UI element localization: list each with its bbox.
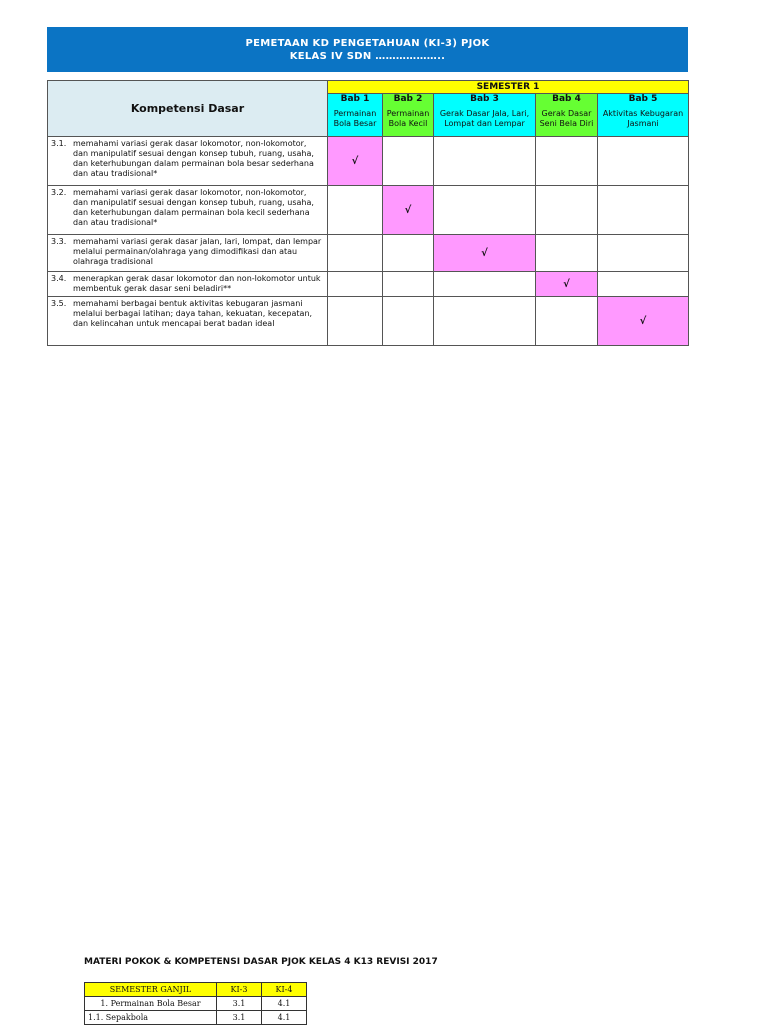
bab-header-2: Bab 2 Permainan Bola Kecil <box>383 94 434 137</box>
empty-cell <box>383 235 434 272</box>
empty-cell <box>536 137 598 186</box>
table-row <box>48 272 689 297</box>
materi-ki3: 3.1 <box>217 997 262 1011</box>
kd-text-cell: 3.4. menerapkan gerak dasar lokomotor dan non-lokomotor untuk membentuk gerak dasar seni beladiri** <box>48 272 328 297</box>
empty-cell <box>328 297 383 346</box>
empty-cell <box>536 235 598 272</box>
bab-header-5: Bab 5 Aktivitas Kebugaran Jasmani <box>598 94 689 137</box>
table-row <box>85 1011 307 1025</box>
kd-text-cell: 3.3. memahami variasi gerak dasar jalan, lari, lompat, dan lempar melalui permainan/olahraga yang dimodifikasi dan atau olahraga tradisional <box>48 235 328 272</box>
empty-cell <box>328 186 383 235</box>
title-line-1: PEMETAAN KD PENGETAHUAN (KI-3) PJOK <box>245 37 490 49</box>
kd-text-cell: 3.2. memahami variasi gerak dasar lokomotor, non-lokomotor, dan manipulatif sesuai dengan konsep tubuh, ruang, usaha, dan keterhubungan dalam permainan bola kecil sederhana dan atau tradisional* <box>48 186 328 235</box>
empty-cell <box>434 137 536 186</box>
materi-ki3: 3.1 <box>217 1011 262 1025</box>
table-row <box>85 997 307 1011</box>
empty-cell <box>383 297 434 346</box>
kd-mapping-table <box>47 80 689 346</box>
materi-section-title: MATERI POKOK & KOMPETENSI DASAR PJOK KELAS 4 K13 REVISI 2017 <box>84 957 438 967</box>
title-banner <box>47 27 688 72</box>
kd-text-cell: 3.1. memahami variasi gerak dasar lokomotor, non-lokomotor, dan manipulatif sesuai dengan konsep tubuh, ruang, usaha, dan keterhubungan dalam permainan bola besar sederhana dan atau tradisional* <box>48 137 328 186</box>
empty-cell <box>536 186 598 235</box>
empty-cell <box>434 297 536 346</box>
kd-column-header: Kompetensi Dasar <box>48 81 328 137</box>
empty-cell <box>598 186 689 235</box>
table-row <box>48 297 689 346</box>
empty-cell <box>328 235 383 272</box>
empty-cell <box>383 272 434 297</box>
table-row <box>48 137 689 186</box>
empty-cell <box>434 272 536 297</box>
materi-table <box>84 982 307 1025</box>
check-cell: √ <box>328 137 383 186</box>
empty-cell <box>598 137 689 186</box>
check-cell: √ <box>383 186 434 235</box>
materi-ki4: 4.1 <box>262 1011 307 1025</box>
empty-cell <box>434 186 536 235</box>
semester-header: SEMESTER 1 <box>328 81 689 94</box>
check-cell: √ <box>536 272 598 297</box>
bab-header-4: Bab 4 Gerak Dasar Seni Bela Diri <box>536 94 598 137</box>
bab-header-1: Bab 1 Permainan Bola Besar <box>328 94 383 137</box>
title-line-2: KELAS IV SDN ……………….. <box>289 50 446 62</box>
table-row <box>48 186 689 235</box>
check-cell: √ <box>434 235 536 272</box>
materi-header-semester: SEMESTER GANJIL <box>85 983 217 997</box>
materi-topic: 1.1. Sepakbola <box>85 1011 217 1025</box>
materi-header-ki4: KI-4 <box>262 983 307 997</box>
bab-header-3: Bab 3 Gerak Dasar Jala, Lari, Lompat dan Lempar <box>434 94 536 137</box>
materi-topic: 1. Permainan Bola Besar <box>85 997 217 1011</box>
empty-cell <box>598 272 689 297</box>
materi-header-row <box>85 983 307 997</box>
materi-header-ki3: KI-3 <box>217 983 262 997</box>
empty-cell <box>536 297 598 346</box>
empty-cell <box>328 272 383 297</box>
empty-cell <box>598 235 689 272</box>
check-cell: √ <box>598 297 689 346</box>
table-row <box>48 235 689 272</box>
empty-cell <box>383 137 434 186</box>
materi-ki4: 4.1 <box>262 997 307 1011</box>
kd-text-cell: 3.5. memahami berbagai bentuk aktivitas kebugaran jasmani melalui berbagai latihan; daya tahan, kekuatan, kecepatan, dan kelincahan untuk mencapai berat badan ideal <box>48 297 328 346</box>
